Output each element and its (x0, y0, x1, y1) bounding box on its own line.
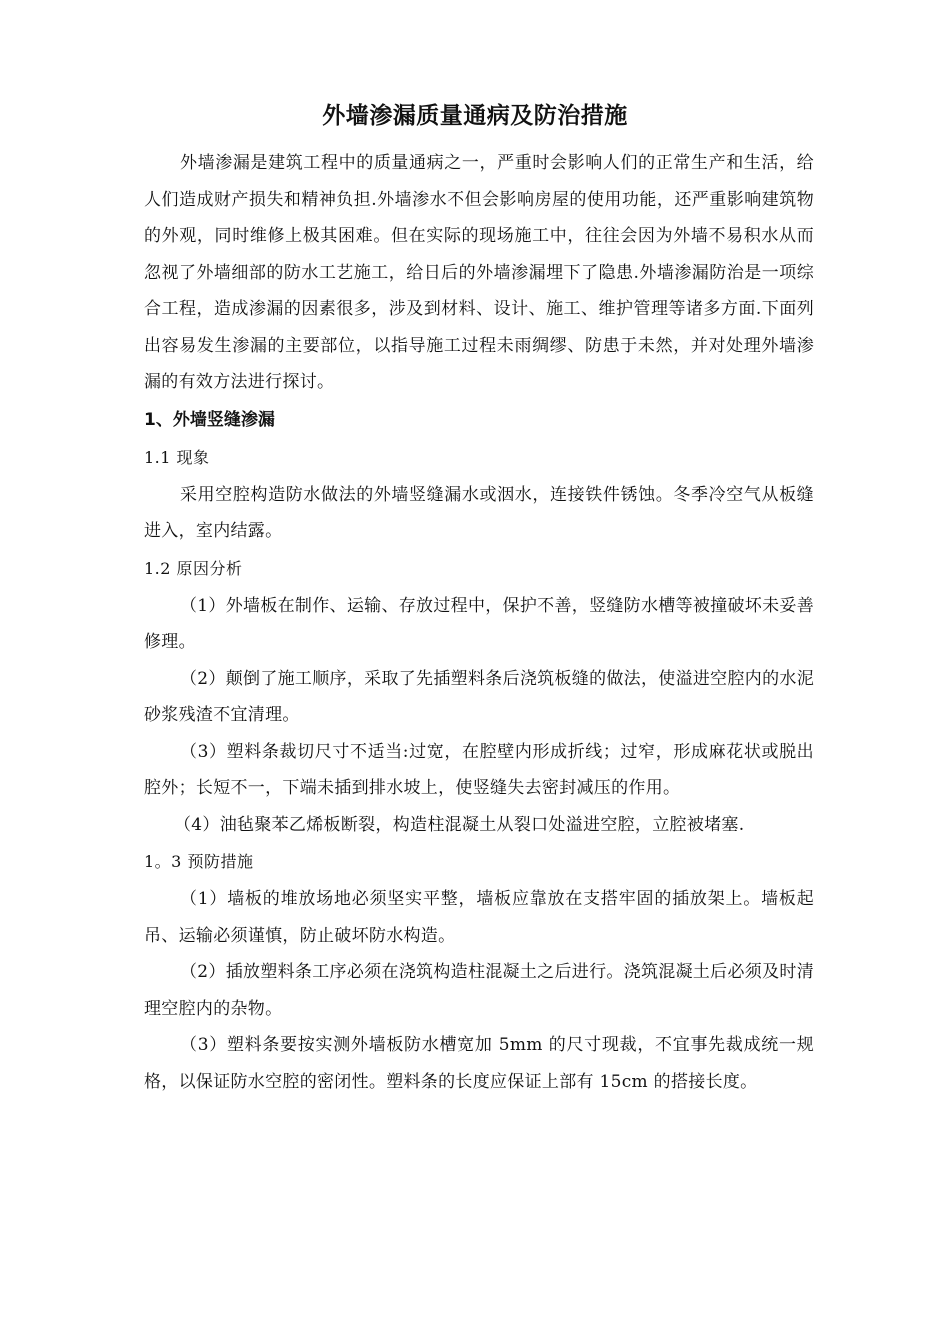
prevention-item: （2）插放塑料条工序必须在浇筑构造柱混凝土之后进行。浇筑混凝土后必须及时清理空腔内的杂物。 (144, 962, 814, 1019)
document-body (144, 145, 814, 1100)
cause-item: （1）外墙板在制作、运输、存放过程中，保护不善，竖缝防水槽等被撞破坏未妥善修理。 (144, 595, 814, 652)
prevention-item: （1）墙板的堆放场地必须坚实平整，墙板应靠放在支搭牢固的插放架上。墙板起吊、运输必须谨慎，防止破坏防水构造。 (144, 889, 814, 946)
prevention-item: （3）塑料条要按实测外墙板防水槽宽加 5mm 的尺寸现裁，不宜事先裁成统一规格，以保证防水空腔的密闭性。塑料条的长度应保证上部有 15cm 的搭接长度。 (144, 1035, 814, 1092)
subsection-heading: 1.1 现象 (144, 447, 210, 467)
cause-item: （4）油毡聚苯乙烯板断裂，构造柱混凝土从裂口处溢进空腔，立腔被堵塞. (174, 814, 745, 835)
subsection-heading: 1.2 原因分析 (144, 558, 243, 578)
cause-item: （2）颠倒了施工顺序，采取了先插塑料条后浇筑板缝的做法，使溢进空腔内的水泥砂浆残渣不宜清理。 (144, 668, 814, 725)
intro-paragraph: 外墙渗漏是建筑工程中的质量通病之一，严重时会影响人们的正常生产和生活，给人们造成财产损失和精神负担.外墙渗水不但会影响房屋的使用功能，还严重影响建筑物的外观，同时维修上极其困难。但在实际的现场施工中，往往会因为外墙不易积水从而忽视了外墙细部的防水工艺施工，给日后的外墙渗漏埋下了隐患.外墙渗漏防治是一项综合工程，造成渗漏的因素很多，涉及到材料、设计、施工、维护管理等诸多方面.下面列出容易发生渗漏的主要部位，以指导施工过程未雨绸缪、防患于未然，并对处理外墙渗漏的有效方法进行探讨。 (144, 153, 814, 392)
subsection-heading: 1。3 预防措施 (144, 852, 254, 871)
document-title: 外墙渗漏质量通病及防治措施 (322, 103, 628, 129)
phenomenon-paragraph: 采用空腔构造防水做法的外墙竖缝漏水或洇水，连接铁件锈蚀。冬季冷空气从板缝进入，室内结露。 (144, 484, 814, 541)
cause-item: （3）塑料条裁切尺寸不适当:过宽，在腔壁内形成折线；过窄，形成麻花状或脱出腔外；长短不一，下端未插到排水坡上，使竖缝失去密封减压的作用。 (144, 741, 814, 798)
section-heading: 1、外墙竖缝渗漏 (144, 409, 275, 430)
